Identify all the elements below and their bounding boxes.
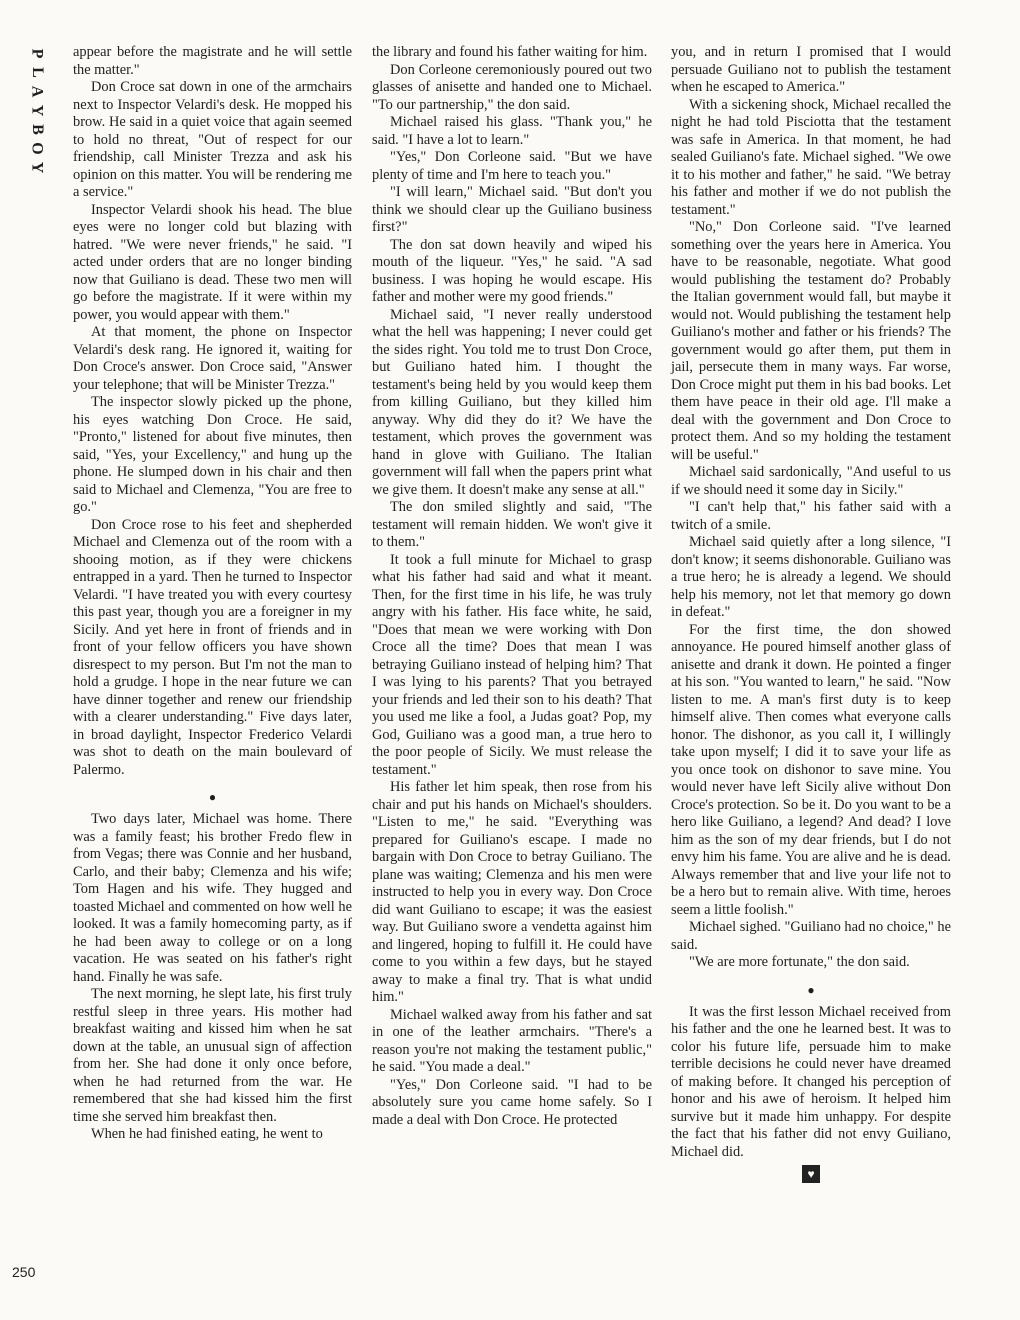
section-divider: ● <box>208 790 217 804</box>
paragraph: Michael said sardonically, "And useful to us if we should need it some day in Sicily." <box>671 464 951 498</box>
paragraph: Michael raised his glass. "Thank you," he said. "I have a lot to learn." <box>372 114 652 148</box>
masthead-letter: P <box>28 48 46 59</box>
text-column-1 <box>73 44 352 1144</box>
masthead-letter: Y <box>28 104 46 117</box>
paragraph: appear before the magistrate and he will settle the matter." <box>73 44 352 78</box>
paragraph: Michael said quietly after a long silence, "I don't know; it seems dishonorable. Guiliano was a true hero; he is already a legend. We should help his memory, not let that memory go down in defeat." <box>671 534 951 620</box>
paragraph: Michael said, "I never really understood what the hell was happening; I never could get the sides right. You told me to trust Don Croce, but Guiliano hated him. I thought the testament's being held by you would keep them from killing Guiliano, but they killed him anyway. Why did they do it? We have the testament, which proves the government was hand in glove with Guiliano. The Italian government will fall when the papers print what we give them. It doesn't make any sense at all." <box>372 306 652 498</box>
page-number: 250 <box>12 1264 36 1280</box>
paragraph: Don Croce sat down in one of the armchairs next to Inspector Velardi's desk. He mopped his brow. He said in a quiet voice that again seemed to hold no threat, "Out of respect for our friendship, call Minister Trezza and ask his opinion on this matter. You will be rendering me a service." <box>73 79 352 200</box>
paragraph: Don Corleone ceremoniously poured out two glasses of anisette and handed one to Michael. "To our partnership," the don said. <box>372 61 652 113</box>
paragraph: "No," Don Corleone said. "I've learned something over the years here in America. You have to be reasonable, negotiate. What good would publishing the testament do? Probably the Italian government would fall, but maybe it would not. Would publishing the testament help Guiliano's mother and father or his friends? The government would go after them, put them in jail, persecute them in many ways. Far worse, Don Croce might put them in his bad books. Let them have peace in their old age. I'll make a deal with the government and Don Croce to protect them. And so my holding the testament will be useful." <box>671 219 951 463</box>
paragraph: With a sickening shock, Michael recalled the night he had told Pisciotta that the testament was safe in America. In that moment, he had sealed Guiliano's fate. Michael sighed. "We owe it to his mother and father," he said. "We betray his father and mother if we do not publish the testament." <box>671 96 951 218</box>
masthead-letter: O <box>28 142 46 155</box>
masthead-letter: L <box>28 67 46 78</box>
paragraph: the library and found his father waiting for him. <box>372 44 648 60</box>
paragraph: "I will learn," Michael said. "But don't you think we should clear up the Guiliano business first?" <box>372 184 652 235</box>
paragraph: Don Croce rose to his feet and shepherded Michael and Clemenza out of the room with a shooing motion, as if they were chickens entrapped in a yard. Then he turned to Inspector Velardi. "I have treated you with every courtesy this past year, though you are a foreigner in my Sicily. And yet here in front of friends and in front of your fellow officers you have shown disrespect to my person. But I'm not the man to hold a grudge. I hope in the near future we can have dinner together and renew our friendship with a clearer understanding." Five days later, in broad daylight, Inspector Frederico Velardi was shot to death on the main boulevard of Palermo. <box>73 516 352 778</box>
paragraph: you, and in return I promised that I would persuade Guiliano not to publish the testament when he escaped to America." <box>671 44 951 95</box>
paragraph: Michael sighed. "Guiliano had no choice," he said. <box>671 919 951 953</box>
paragraph: The don sat down heavily and wiped his mouth of the liqueur. "Yes," he said. "A sad business. I was hoping he would escape. His father and mother were my good friends." <box>372 236 652 305</box>
masthead <box>24 44 50 177</box>
paragraph: It was the first lesson Michael received from his father and the one he learned best. It was to color his future life, persuade him to make terrible decisions he could never have dreamed of making before. It changed his perception of honor and his awe of heroism. It helped him survive but it made him unhappy. For despite the fact that his father did not envy Guiliano, Michael did. <box>671 1003 951 1160</box>
paragraph: It took a full minute for Michael to grasp what his father had said and what it meant. Then, for the first time in his life, he was truly angry with his father. His face white, he said, "Does that mean we were working with Don Croce all the time? Does that mean I was betraying Guiliano instead of helping him? That I was lying to his parents? That you betrayed your friends and led their son to his death? That you used me like a fool, a Judas goat? Pop, my God, Guiliano was a good man, a true hero to the poor people of Sicily. We must release the testament." <box>372 551 652 778</box>
masthead-letter: Y <box>28 161 46 174</box>
paragraph: At that moment, the phone on Inspector Velardi's desk rang. He ignored it, waiting for Don Croce's answer. Don Croce said, "Answer your telephone; that will be Minister Trezza." <box>73 324 352 393</box>
paragraph: "We are more fortunate," the don said. <box>689 954 910 970</box>
paragraph: For the first time, the don showed annoyance. He poured himself another glass of anisette and drank it down. He pointed a finger at his son. "You wanted to learn," he said. "Now listen to me. A man's first duty is to keep himself alive. Then comes what everyone calls honor. The dishonor, as you call it, I willingly take upon myself; I did it to save your life as you once took on dishonor to save mine. You would never have left Sicily alive without Don Croce's protection. So be it. Do you want to be a hero like Guiliano, a legend? And dead? I love him as the son of my dear friends, but I do not envy him his fame. You are alive and he is dead. Always remember that and live your life not to be a hero but to remain alive. With time, heroes seem a little foolish." <box>671 621 951 918</box>
paragraph: Michael walked away from his father and sat in one of the leather armchairs. "There's a reason you're not making the testament public," he said. "You made a deal." <box>372 1006 652 1075</box>
paragraph: "I can't help that," his father said with a twitch of a smile. <box>671 499 951 533</box>
paragraph: The next morning, he slept late, his first truly restful sleep in three years. His mother had breakfast waiting and kissed him when he sat down at the table, an unusual sign of affection from her. She had done it only once before, when he had returned from the war. He remembered that she had kissed him the first time she served him breakfast then. <box>73 986 352 1125</box>
text-column-2 <box>372 44 652 1129</box>
section-divider: ● <box>807 982 815 997</box>
paragraph: "Yes," Don Corleone said. "I had to be absolutely sure you came home safely. So I made a deal with Don Croce. He protected <box>372 1076 652 1128</box>
paragraph: The inspector slowly picked up the phone, his eyes watching Don Croce. He said, "Pronto," listened for about five minutes, then said, "Yes, your Excellency," and hung up the phone. He slumped down in his chair and then said to Michael and Clemenza, "You are free to go." <box>73 394 352 515</box>
paragraph: When he had finished eating, he went to <box>91 1126 323 1142</box>
masthead-letter: A <box>28 85 46 98</box>
paragraph: "Yes," Don Corleone said. "But we have plenty of time and I'm here to teach you." <box>372 149 652 183</box>
paragraph: The don smiled slightly and said, "The testament will remain hidden. We won't give it to them." <box>372 499 652 550</box>
paragraph: Two days later, Michael was home. There was a family feast; his brother Fredo flew in from Vegas; there was Connie and her husband, Carlo, and their baby; Clemenza and his wife; Tom Hagen and his wife. They hugged and toasted Michael and commented on how well he looked. It was a family homecoming party, as if he had been away to college or on a long vacation. He was seated on his father's right hand. Finally he was safe. <box>73 811 352 985</box>
text-column-3 <box>671 44 951 1183</box>
paragraph: Inspector Velardi shook his head. The blue eyes were no longer cold but blazing with hatred. "We were never friends," he said. "I acted under orders that are no longer binding now that Guiliano is dead. These two men will go before the magistrate. If it were within my power, you would appear with them." <box>73 201 352 323</box>
playboy-rabbit-logo: ♥ <box>802 1165 820 1183</box>
paragraph: His father let him speak, then rose from his chair and put his hands on Michael's shoulders. "Listen to me," he said. "Everything was prepared for Guiliano's escape. I made no bargain with Don Croce to betray Guiliano. The plane was waiting; Clemenza and his men were instructed to help you in every way. Don Croce did want Guiliano to escape; it was the easiest way. But Guiliano swore a vendetta against him and lingered, hoping to fulfill it. He could have come to you within a few days, but he stayed away to make a final try. That is what undid him." <box>372 779 652 1005</box>
masthead-letter: B <box>28 124 46 135</box>
